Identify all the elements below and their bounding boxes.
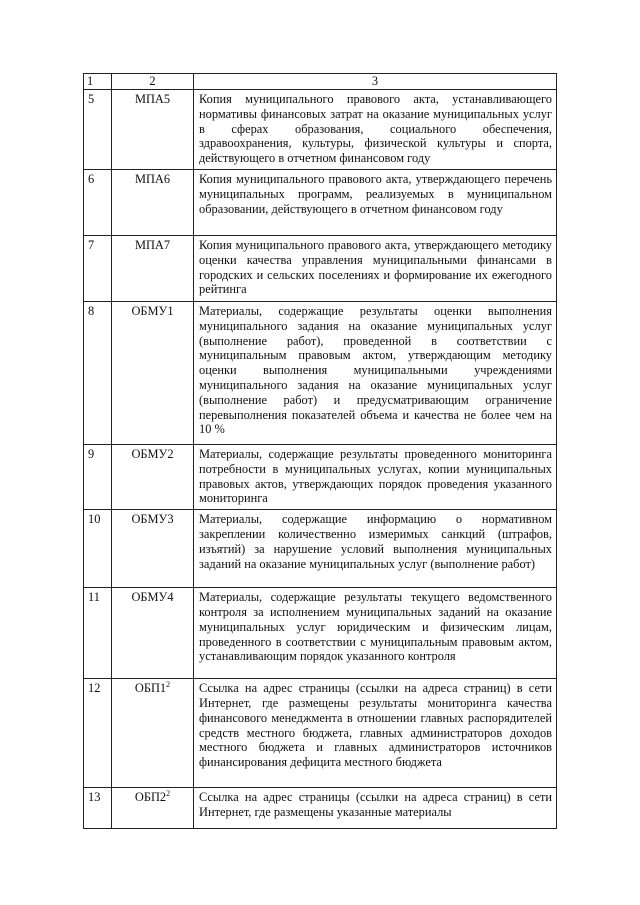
row-code	[112, 679, 194, 788]
table-row	[84, 510, 557, 588]
row-code-text: ОБП1	[134, 681, 167, 696]
row-number: 13	[84, 788, 112, 829]
row-number: 10	[84, 510, 112, 588]
row-code-text: МПА5	[134, 92, 171, 106]
row-code-text: МПА7	[134, 237, 171, 252]
row-code	[112, 444, 194, 509]
row-description: Ссылка на адрес страницы (ссылки на адреса страниц) в сети Интернет, где размещены указанные материалы	[194, 788, 557, 829]
row-number: 12	[84, 679, 112, 788]
header-col-1: 1	[84, 74, 112, 90]
table-row	[84, 301, 557, 444]
row-description: Материалы, содержащие результаты проведенного мониторинга потребности в муниципальных услугах, копии муниципальных правовых актов, утверждающих порядок проведения указанного мониторинга	[194, 444, 557, 509]
row-code-text: ОБП2	[134, 790, 167, 805]
row-number: 5	[84, 90, 112, 170]
table-row	[84, 588, 557, 679]
table-row	[84, 90, 557, 170]
table-row	[84, 444, 557, 509]
header-col-2: 2	[112, 74, 194, 90]
requirements-table	[83, 73, 557, 829]
row-number: 7	[84, 235, 112, 301]
table-row	[84, 235, 557, 301]
header-col-3: 3	[194, 74, 557, 90]
footnote-mark: 2	[166, 680, 171, 690]
table-row	[84, 169, 557, 235]
row-code	[112, 788, 194, 829]
header-row	[84, 74, 557, 90]
row-code-text: ОБМУ1	[131, 303, 174, 318]
row-code-text: МПА6	[134, 171, 171, 186]
row-code-text: ОБМУ3	[131, 512, 174, 527]
row-code	[112, 235, 194, 301]
row-description: Копия муниципального правового акта, утверждающего методику оценки качества управления муниципальными финансами в городских и сельских поселениях и формирование их ежегодного рейтинга	[194, 235, 557, 301]
row-number: 8	[84, 301, 112, 444]
row-code	[112, 90, 194, 170]
row-number: 11	[84, 588, 112, 679]
row-code	[112, 588, 194, 679]
row-code-text: ОБМУ4	[131, 590, 174, 605]
footnote-mark: 2	[166, 789, 171, 799]
row-number: 6	[84, 169, 112, 235]
row-description: Копия муниципального правового акта, утверждающего перечень муниципальных программ, реализуемых в муниципальном образовании, действующего в отчетном финансовом году	[194, 169, 557, 235]
row-description: Материалы, содержащие информацию о нормативном закреплении количественно измеримых санкций (штрафов, изъятий) за нарушение условий выполнения муниципальных заданий на оказание муниципальных услуг (выполнение работ)	[194, 510, 557, 588]
row-description: Материалы, содержащие результаты оценки выполнения муниципального задания на оказание муниципальных услуг (выполнение работ), проведенной в соответствии с муниципальным правовым актом, утверждающим методику оценки выполнения муниципальными учреждениями муниципального задания на оказание муниципальных услуг (выполнение работ) и предусматривающим ограничение перевыполнения показателей объема и качества не более чем на 10 %	[194, 301, 557, 444]
row-number: 9	[84, 444, 112, 509]
row-description: Ссылка на адрес страницы (ссылки на адреса страниц) в сети Интернет, где размещены результаты мониторинга качества финансового менеджмента в отношении главных распорядителей средств местного бюджета, главных администраторов доходов местного бюджета и главных администраторов источников финансирования дефицита местного бюджета	[194, 679, 557, 788]
table-row	[84, 788, 557, 829]
row-code	[112, 510, 194, 588]
table-row	[84, 679, 557, 788]
row-description: Материалы, содержащие результаты текущего ведомственного контроля за исполнением муниципальных заданий на оказание муниципальных услуг юридическим и физическим лицам, проведенного в соответствии с муниципальным правовым актом, устанавливающим порядок указанного контроля	[194, 588, 557, 679]
row-code	[112, 301, 194, 444]
row-code	[112, 169, 194, 235]
row-description: Копия муниципального правового акта, устанавливающего нормативы финансовых затрат на оказание муниципальных услуг в сферах образования, социального обеспечения, здравоохранения, культуры, физической культуры и спорта, действующего в отчетном финансовом году	[194, 90, 557, 170]
row-code-text: ОБМУ2	[131, 446, 174, 461]
